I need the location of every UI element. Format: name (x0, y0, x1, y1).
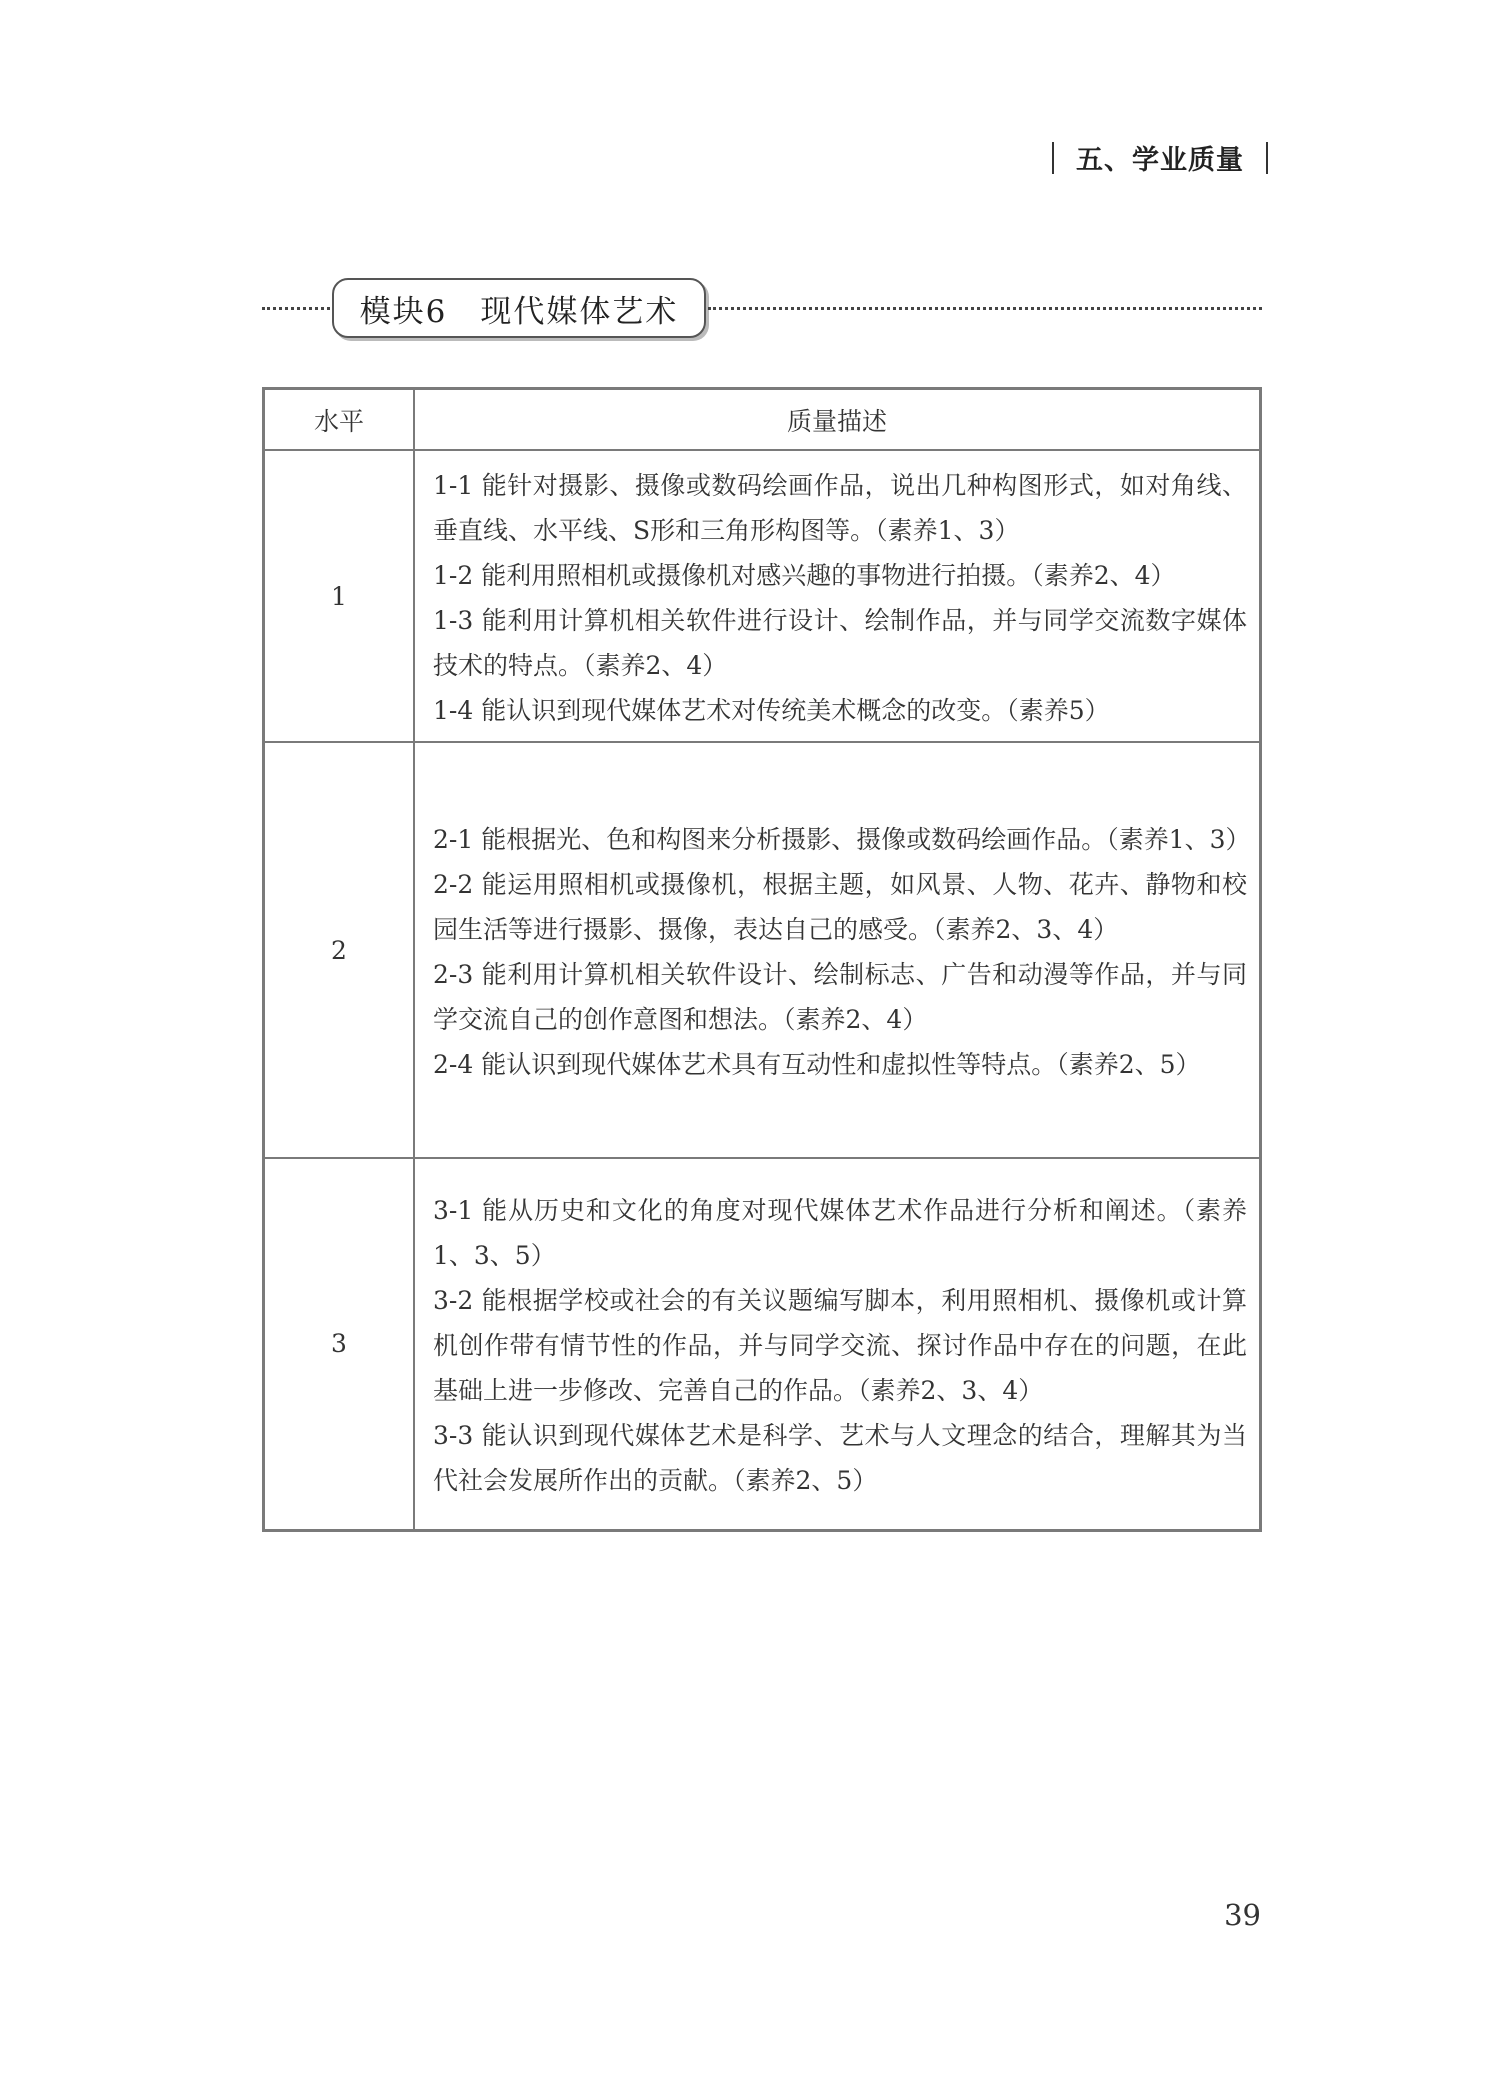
quality-item: 3-1 能从历史和文化的角度对现代媒体艺术作品进行分析和阐述。（素养1、3、5） (433, 1196, 1247, 1271)
quality-item: 2-1 能根据光、色和构图来分析摄影、摄像或数码绘画作品。（素养1、3） (433, 825, 1251, 854)
column-header-level: 水平 (264, 389, 415, 451)
level-cell: 1 (264, 450, 415, 742)
section-title: 五、学业质量 (1076, 145, 1244, 176)
quality-item: 2-3 能利用计算机相关软件设计、绘制标志、广告和动漫等作品，并与同学交流自己的创作意图和想法。（素养2、4） (433, 960, 1247, 1034)
dotted-rule-right (708, 307, 1262, 310)
description-cell (414, 450, 1261, 742)
page-number: 39 (1224, 1898, 1261, 1932)
level-cell: 3 (264, 1158, 415, 1530)
quality-item: 3-2 能根据学校或社会的有关议题编写脚本，利用照相机、摄像机或计算机创作带有情节性的作品，并与同学交流、探讨作品中存在的问题，在此基础上进一步修改、完善自己的作品。（素养2、3、4） (433, 1286, 1247, 1406)
header-divider-right (1266, 142, 1268, 174)
description-cell (414, 742, 1261, 1158)
module-title: 模块6 现代媒体艺术 (332, 278, 706, 338)
quality-item: 3-3 能认识到现代媒体艺术是科学、艺术与人文理念的结合，理解其为当代社会发展所作出的贡献。（素养2、5） (433, 1421, 1247, 1496)
quality-item: 2-2 能运用照相机或摄像机，根据主题，如风景、人物、花卉、静物和校园生活等进行摄影、摄像，表达自己的感受。（素养2、3、4） (433, 870, 1247, 944)
table-row (264, 1158, 1261, 1530)
column-header-description: 质量描述 (414, 389, 1261, 451)
module-heading (262, 278, 1262, 338)
quality-item: 1-1 能针对摄影、摄像或数码绘画作品，说出几种构图形式，如对角线、垂直线、水平线、S形和三角形构图等。（素养1、3） (433, 471, 1247, 545)
table-header-row (264, 389, 1261, 451)
header-divider-left (1052, 142, 1054, 174)
quality-item: 1-2 能利用照相机或摄像机对感兴趣的事物进行拍摄。（素养2、4） (433, 561, 1176, 590)
quality-item: 2-4 能认识到现代媒体艺术具有互动性和虚拟性等特点。（素养2、5） (433, 1050, 1201, 1079)
table-row (264, 450, 1261, 742)
level-cell: 2 (264, 742, 415, 1158)
description-cell (414, 1158, 1261, 1530)
quality-table (262, 387, 1262, 1532)
dotted-rule-left (262, 307, 330, 310)
quality-item: 1-4 能认识到现代媒体艺术对传统美术概念的改变。（素养5） (433, 696, 1110, 725)
quality-item: 1-3 能利用计算机相关软件进行设计、绘制作品，并与同学交流数字媒体技术的特点。（素养2、4） (433, 606, 1247, 680)
running-header (1052, 138, 1268, 177)
table-row (264, 742, 1261, 1158)
